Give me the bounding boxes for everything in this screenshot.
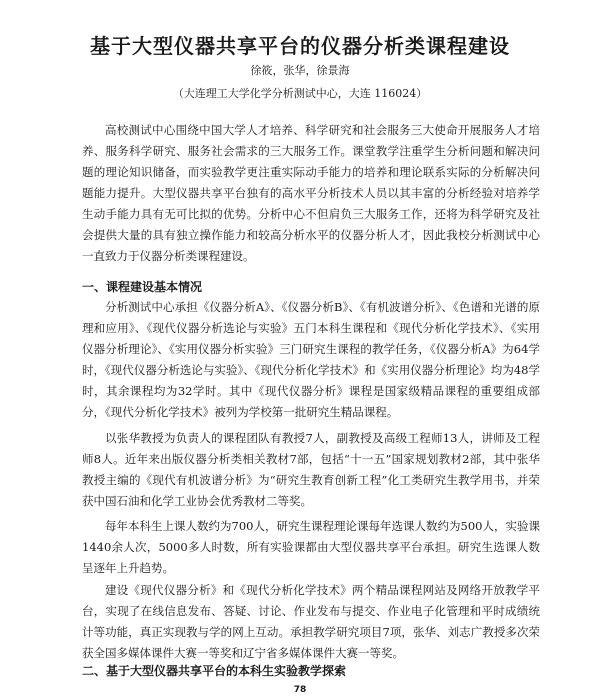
paragraph-platform: 建设《现代仪器分析》和《现代分析化学技术》两个精品课程网站及网络开放教学平台，实现了在线信息发布、答疑、讨论、作业发布与提交、作业电子化管理和平时成绩统计等功能，真正实现教与学的网上互动。承担教学研究项目7项，张华、刘志广教授多次荣获全国多媒体课件大赛一等奖和辽宁省多媒体课件大赛一等奖。: [82, 583, 540, 660]
paragraph-team: 以张华教授为负责人的课程团队有教授7人，副教授及高级工程师13人，讲师及工程师8人。近年来出版仪器分析类相关教材7部，包括“十一五”国家规划教材2部，其中张华教授主编的《现代有机波谱分析》为“研究生教育创新工程”化工类研究生教学用书，并荣获中国石油和化学工业协会优秀教材二等奖。: [82, 431, 540, 508]
article-affiliation: （大连理工大学化学分析测试中心，大连 116024）: [172, 87, 428, 100]
page-number: 78: [293, 685, 307, 695]
section-heading-2: 二、基于大型仪器共享平台的本科生实验教学探索: [82, 664, 347, 678]
intro-paragraph: 高校测试中心围绕中国大学人才培养、科学研究和社会服务三大使命开展服务人才培养、服务科学研究、服务社会需求的三大服务工作。课堂教学注重学生分析问题和解决问题的理论知识储备，而实验教学更注重实际动手能力的培养和理论联系实际的分析解决问题能力提升。大型仪器共享平台独有的高水平分析技术人员以其丰富的分析经验对培养学生动手能力具有无可比拟的优势。分析中心不但肩负三大服务工作，还将为科学研究及社会提供大量的具有独立操作能力和较高分析水平的仪器分析人才，因此我校分析测试中心一直致力于仪器分析类课程建设。: [82, 123, 540, 263]
article-title: 基于大型仪器共享平台的仪器分析类课程建设: [90, 34, 510, 58]
section-heading-1: 一、课程建设基本情况: [82, 280, 203, 294]
article-authors: 徐筱，张华，徐景海: [250, 64, 350, 77]
paragraph-courses: 分析测试中心承担《仪器分析A》、《仪器分析B》、《有机波谱分析》、《色谱和光谱的原理和应用》、《现代仪器分析选论与实验》五门本科生课程和《现代分析化学技术》、《实用仪器分析理论》、《实用仪器分析实验》三门研究生课程的教学任务，《仪器分析A》为64学时，《现代仪器分析选论与实验》、《现代分析化学技术》和《实用仪器分析理论》均为48学时，其余课程均为32学时。其中《现代仪器分析》课程是国家级精品课程的重要组成部分，《现代分析化学技术》被列为学校第一批研究生精品课程。: [82, 300, 540, 419]
paragraph-enrollment: 每年本科生上课人数约为700人，研究生课程理论课每年选课人数约为500人，实验课1440余人次，5000多人时数，所有实验课都由大型仪器共享平台承担。研究生选课人数呈逐年上升趋势。: [82, 519, 540, 575]
